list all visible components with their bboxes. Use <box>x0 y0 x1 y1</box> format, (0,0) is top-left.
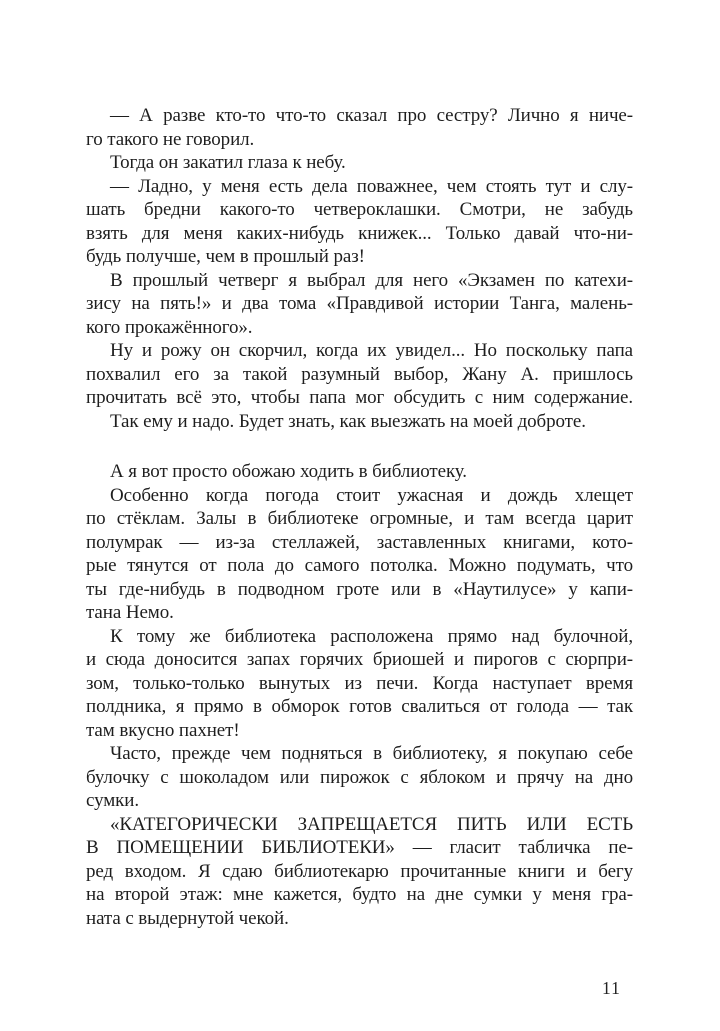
text-line: «КАТЕГОРИЧЕСКИ ЗАПРЕЩАЕТСЯ ПИТЬ ИЛИ ЕСТЬ <box>110 813 633 835</box>
text-line: рые тянутся от пола до самого потолка. Можно подумать, что <box>86 555 633 576</box>
text-line: похвалил его за такой разумный выбор, Жану А. пришлось <box>86 363 633 385</box>
text-line: ната с выдернутой чекой. <box>86 907 289 929</box>
text-line: булочку с шоколадом или пирожок с яблоком и прячу на дно <box>86 766 633 788</box>
text-line: Особенно когда погода стоит ужасная и дождь хлещет <box>110 484 633 506</box>
text-line: там вкусно пахнет! <box>86 719 240 741</box>
text-line: тана Немо. <box>86 602 174 623</box>
text-line: взять для меня каких-нибудь книжек... Только давай что-ни- <box>86 222 633 244</box>
page-number: 11 <box>602 978 621 998</box>
text-line: прочитать всё это, чтобы папа мог обсудить с ним содержание. <box>86 387 633 408</box>
text-line: — Ладно, у меня есть дела поважнее, чем стоять тут и слу- <box>110 175 633 197</box>
text-line: Часто, прежде чем подняться в библиотеку, я покупаю себе <box>110 743 633 764</box>
text-line: зом, только-только вынутых из печи. Когда наступает время <box>86 672 633 694</box>
text-line: полдника, я прямо в обморок готов свалиться от голода — так <box>86 696 633 717</box>
page-text <box>86 104 633 930</box>
text-line: и сюда доносится запах горячих бриошей и пирогов с сюрпри- <box>86 649 633 670</box>
text-line: полумрак — из-за стеллажей, заставленных книгами, кото- <box>86 531 633 553</box>
text-line: Тогда он закатил глаза к небу. <box>110 152 346 173</box>
text-line: ред входом. Я сдаю библиотекарю прочитанные книги и бегу <box>86 860 633 882</box>
text-line: А я вот просто обожаю ходить в библиотеку. <box>110 461 467 482</box>
text-line: будь получше, чем в прошлый раз! <box>86 246 365 267</box>
text-line: зису на пять!» и два тома «Правдивой истории Танга, малень- <box>86 293 633 314</box>
text-line: В прошлый четверг я выбрал для него «Экзамен по катехи- <box>110 269 633 291</box>
text-line: го такого не говорил. <box>86 128 255 150</box>
text-line: Ну и рожу он скорчил, когда их увидел... Но поскольку папа <box>110 340 633 361</box>
text-line: кого прокажённого». <box>86 316 253 338</box>
text-line: — А разве кто-то что-то сказал про сестру? Лично я ниче- <box>110 105 633 126</box>
text-line: Так ему и надо. Будет знать, как выезжать на моей доброте. <box>110 410 586 432</box>
text-line: шать бредни какого-то четвероклашки. Смотри, не забудь <box>86 199 633 220</box>
text-line: по стёклам. Залы в библиотеке огромные, и там всегда царит <box>86 508 633 529</box>
text-line: ты где-нибудь в подводном гроте или в «Наутилусе» у капи- <box>86 578 633 600</box>
text-line: К тому же библиотека расположена прямо над булочной, <box>110 625 633 647</box>
text-line: В ПОМЕЩЕНИИ БИБЛИОТЕКИ» — гласит табличка пе- <box>86 837 633 858</box>
text-line: на второй этаж: мне кажется, будто на дне сумки у меня гра- <box>86 884 633 905</box>
text-line: сумки. <box>86 790 140 811</box>
